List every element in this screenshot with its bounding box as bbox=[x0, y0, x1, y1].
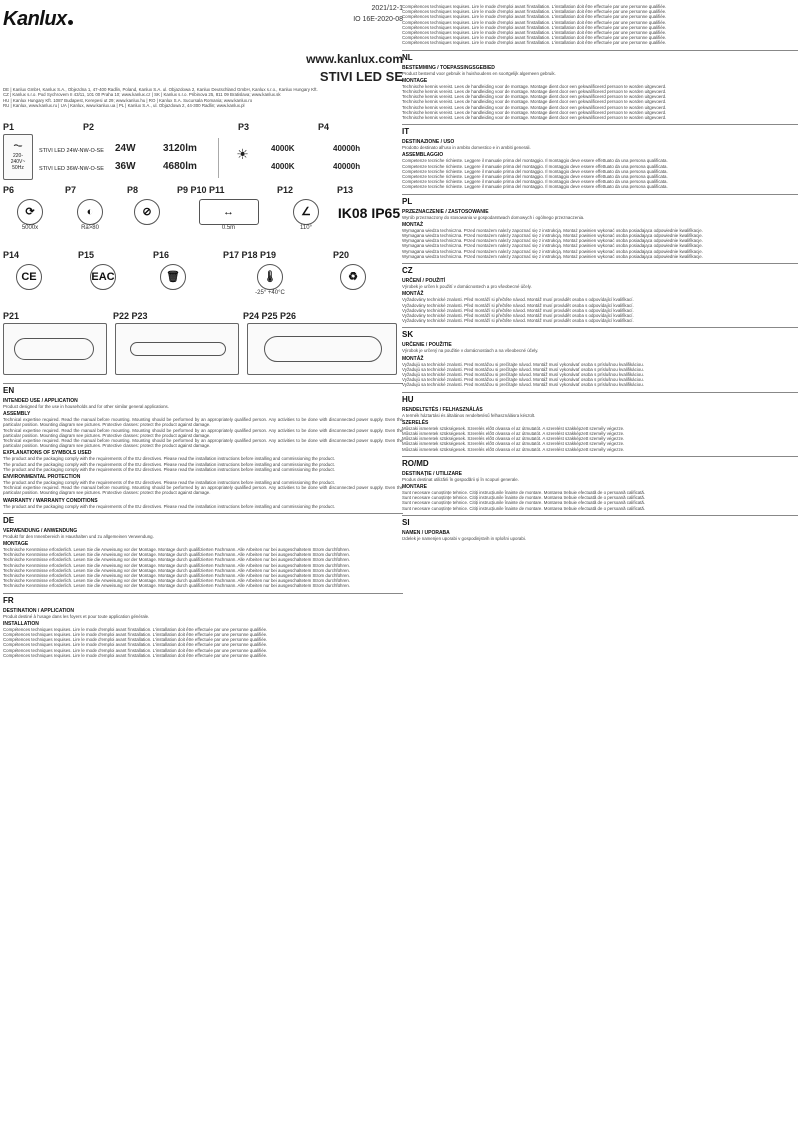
panel-labels-row4: P21 P22 P23 P24 P25 P26 bbox=[3, 311, 297, 321]
lumen-list: 3120lm 4680lm bbox=[163, 143, 197, 172]
section-hu: HU RENDELTETÉS / FELHASZNÁLÁS A termék háztartási és általános rendeltetésű felhasználásra készült. SZERELÉS Műszaki ismeretek szükségesek. Szerelés előtt olvassa el az útmutatót. A szerelést szakképzett személy végezze. Műszaki ismeretek szükségesek. Szerelés előtt olvassa el az útmutatót. A szerelést szakképzett személy végezze. Műszaki ismeretek szükségesek. Szerelés előtt olvassa el az útmutatót. A szerelést szakképzett személy végezze. Műszaki ismeretek szükségesek. Szerelés előtt olvassa el az útmutatót. A szerelést szakképzett személy végezze. Műszaki ismeretek szükségesek. Szerelés előtt olvassa el az útmutatót. A szerelést szakképzett személy végezze. bbox=[402, 392, 798, 452]
ce-mark-icon: CE bbox=[9, 264, 49, 290]
screw-mounting-diagram bbox=[3, 323, 107, 375]
cable-entry-diagram bbox=[115, 323, 239, 375]
brand-logo: Kanlux bbox=[3, 8, 73, 31]
ac-icon: ⏦ bbox=[13, 138, 23, 152]
right-column bbox=[402, 0, 798, 1134]
temperature-range-icon: 🌡 -25° +40°C bbox=[225, 264, 315, 296]
ip-rating-icon: IK08 IP65 bbox=[337, 205, 401, 221]
panel-labels-row1: P1 P2 P3 P4 bbox=[3, 122, 330, 132]
no-dimming-icon: ⊘ bbox=[127, 199, 167, 225]
section-fr-continued: Compétences techniques requises. Lire le mode d'emploi avant l'installation. L'installation doit être effectuée par une personne qualifiée. Compétences techniques requises. Lire le mode d'emploi avant l'installation. L'installation doit être effectuée par une personne qualifiée. Compétences techniques requises. Lire le mode d'emploi avant l'installation. L'installation doit être effectuée par une personne qualifiée. Compétences techniques requises. Lire le mode d'emploi avant l'installation. L'installation doit être effectuée par une personne qualifiée. Compétences techniques requises. Lire le mode d'emploi avant l'installation. L'installation doit être effectuée par une personne qualifiée. Compétences techniques requises. Lire le mode d'emploi avant l'installation. L'installation doit être effectuée par une personne qualifiée. Compétences techniques requises. Lire le mode d'emploi avant l'installation. L'installation doit être effectuée par une personne qualifiée. Compétences techniques requises. Lire le mode d'emploi avant l'installation. L'installation doit être effectuée par une personne qualifiée. bbox=[402, 4, 667, 46]
watt-list: 24W 36W bbox=[115, 143, 136, 172]
section-en: EN INTENDED USE / APPLICATION Product designed for the use in households and for other similar general applications. ASSEMBLY Technical expertise required. Read the manual before mounting. Mounting should be performed by an appropriately qualified person. Any activities to be done with disconnected power supply. Even the particular position. Mounting diagram see pictures. Protective classes: protect the product against damage. Technical expertise required. Read the manual before mounting. Mounting should be performed by an appropriately qualified person. Any activities to be done with disconnected power supply. Even the particular position. Mounting diagram see pictures. Protective classes: protect the product against damage. Technical expertise required. Read the manual before mounting. Mounting should be performed by an appropriately qualified person. Any activities to be done with disconnected power supply. Even the particular position. Mounting diagram see pictures. Protective classes: protect the product against damage. EXPLANATIONS OF SYMBOLS USED The product and the packaging comply with the requirements of the EU directives. Please read the installation instructions before installing and commissioning the product. The product and the packaging comply with the requirements of the EU directives. Please read the installation instructions before installing and commissioning the product. The product and the packaging comply with the requirements of the EU directives. Please read the installation instructions before installing and commissioning the product. ENVIRONMENTAL PROTECTION The product and the packaging comply with the requirements of the EU directives. Please read the installation instructions before installing and commissioning the product. Technical expertise required. Read the manual before mounting. Mounting should be performed by an appropriately qualified person. Any activities to be done with disconnected power supply. Even the particular position. Mounting diagram see pictures. Protective classes: protect the product against damage. WARRANTY / WARRANTY CONDITIONS The product and the packaging comply with the requirements of the EU directives. Please read the installation instructions before installing and commissioning the product. bbox=[3, 383, 403, 509]
product-name: STIVI LED SE bbox=[319, 69, 403, 84]
header bbox=[3, 0, 403, 40]
icons-row3 bbox=[3, 262, 403, 308]
left-column bbox=[3, 0, 403, 1134]
wiring-diagram bbox=[247, 323, 397, 375]
switching-cycles-icon: ⟳ 5000x bbox=[5, 199, 55, 231]
section-si: SI NAMEN / UPORABA Izdelek je namenjen uporabi v gospodinjstvih in splošni uporabi. bbox=[402, 515, 798, 541]
cct-icon: ☀ bbox=[218, 138, 266, 178]
section-cz: CZ URČENÍ / POUŽITÍ Výrobek je určen k použití v domácnostech a pro všeobecné účely. MONTÁŽ Vyžadovány technické znalosti. Před montáží si přečtěte návod. Montáž musí provádět osoba s odpovídající kvalifikací. Vyžadovány technické znalosti. Před montáží si přečtěte návod. Montáž musí provádět osoba s odpovídající kvalifikací. Vyžadovány technické znalosti. Před montáží si přečtěte návod. Montáž musí provádět osoba s odpovídající kvalifikací. Vyžadovány technické znalosti. Před montáží si přečtěte návod. Montáž musí provádět osoba s odpovídající kvalifikací. Vyžadovány technické znalosti. Před montáží si přečtěte návod. Montáž musí provádět osoba s odpovídající kvalifikací. bbox=[402, 263, 798, 323]
icons-row2 bbox=[3, 197, 403, 247]
panel-labels-row2: P6 P7 P8 P9 P10 P11 P12 P13 bbox=[3, 185, 354, 195]
recycling-icon: ♻ bbox=[333, 264, 373, 290]
section-de: DE VERWENDUNG / ANWENDUNG Produkt für den Innenbereich in Haushalten und zu allgemeinen Verwendung. MONTAGE Technische Kenntnisse erforderlich. Lesen Sie die Anweisung vor der Montage. Montage durch qualifizierten Fachmann. Alle Arbeiten nur bei ausgeschaltetem Strom durchführen. Technische Kenntnisse erforderlich. Lesen Sie die Anweisung vor der Montage. Montage durch qualifizierten Fachmann. Alle Arbeiten nur bei ausgeschaltetem Strom durchführen. Technische Kenntnisse erforderlich. Lesen Sie die Anweisung vor der Montage. Montage durch qualifizierten Fachmann. Alle Arbeiten nur bei ausgeschaltetem Strom durchführen. Technische Kenntnisse erforderlich. Lesen Sie die Anweisung vor der Montage. Montage durch qualifizierten Fachmann. Alle Arbeiten nur bei ausgeschaltetem Strom durchführen. Technische Kenntnisse erforderlich. Lesen Sie die Anweisung vor der Montage. Montage durch qualifizierten Fachmann. Alle Arbeiten nur bei ausgeschaltetem Strom durchführen. Technische Kenntnisse erforderlich. Lesen Sie die Anweisung vor der Montage. Montage durch qualifizierten Fachmann. Alle Arbeiten nur bei ausgeschaltetem Strom durchführen. Technische Kenntnisse erforderlich. Lesen Sie die Anweisung vor der Montage. Montage durch qualifizierten Fachmann. Alle Arbeiten nur bei ausgeschaltetem Strom durchführen. Technische Kenntnisse erforderlich. Lesen Sie die Anweisung vor der Montage. Montage durch qualifizierten Fachmann. Alle Arbeiten nur bei ausgeschaltetem Strom durchführen. bbox=[3, 513, 403, 589]
cri-icon: ◐ Ra>80 bbox=[65, 199, 115, 231]
website-url[interactable]: www.kanlux.com bbox=[306, 52, 403, 66]
document-code: 2021/12-1 IO 16E-2020-08 bbox=[353, 5, 403, 23]
model-list: STIVI LED 24W-NW-O-SE STIVI LED 36W-NW-O-SE bbox=[39, 148, 104, 172]
section-sk: SK URČENIE / POUŽITIE Výrobok je určený na použitie v domácnostiach a na všeobecné účely. MONTÁŽ Vyžadujú sa technické znalosti. Pred montážou si prečítajte návod. Montáž musí vykonávať osoba s príslušnou kvalifikáciou. Vyžadujú sa technické znalosti. Pred montážou si prečítajte návod. Montáž musí vykonávať osoba s príslušnou kvalifikáciou. Vyžadujú sa technické znalosti. Pred montážou si prečítajte návod. Montáž musí vykonávať osoba s príslušnou kvalifikáciou. Vyžadujú sa technické znalosti. Pred montážou si prečítajte návod. Montáž musí vykonávať osoba s príslušnou kvalifikáciou. Vyžadujú sa technické znalosti. Pred montážou si prečítajte návod. Montáž musí vykonávať osoba s príslušnou kvalifikáciou. bbox=[402, 327, 798, 387]
section-it: IT DESTINAZIONE / USO Prodotto destinato all'uso in ambito domestico e in ambiti generali. ASSEMBLAGGIO Competenze tecniche richieste. Leggere il manuale prima del montaggio. Il montaggio deve essere effettuato da una persona qualificata. Competenze tecniche richieste. Leggere il manuale prima del montaggio. Il montaggio deve essere effettuato da una persona qualificata. Competenze tecniche richieste. Leggere il manuale prima del montaggio. Il montaggio deve essere effettuato da una persona qualificata. Competenze tecniche richieste. Leggere il manuale prima del montaggio. Il montaggio deve essere effettuato da una persona qualificata. Competenze tecniche richieste. Leggere il manuale prima del montaggio. Il montaggio deve essere effettuato da una persona qualificata. Competenze tecniche richieste. Leggere il manuale prima del montaggio. Il montaggio deve essere effettuato da una persona qualificata. bbox=[402, 124, 798, 189]
eac-mark-icon: EAC bbox=[83, 264, 123, 290]
lifetime-list: 40000h 40000h bbox=[333, 144, 361, 171]
beam-angle-icon: ∠ 110° bbox=[281, 199, 331, 231]
min-distance-icon: ↔ 0.5m bbox=[181, 199, 276, 231]
cct-list: 4000K 4000K bbox=[271, 144, 295, 171]
voltage-box: ⏦ 220-240V~ 50Hz bbox=[3, 134, 33, 180]
weee-bin-icon: 🗑 bbox=[153, 264, 193, 290]
spec-panel bbox=[3, 134, 403, 182]
section-ro: RO/MD DESTINAȚIE / UTILIZARE Produs destinat utilizării în gospodării și în scopuri generale. MONTARE Sunt necesare cunoștințe tehnice. Citiți instrucțiunile înainte de montare. Montarea trebuie efectuată de o persoană calificată. Sunt necesare cunoștințe tehnice. Citiți instrucțiunile înainte de montare. Montarea trebuie efectuată de o persoană calificată. Sunt necesare cunoștințe tehnice. Citiți instrucțiunile înainte de montare. Montarea trebuie efectuată de o persoană calificată. Sunt necesare cunoștințe tehnice. Citiți instrucțiunile înainte de montare. Montarea trebuie efectuată de o persoană calificată. bbox=[402, 456, 798, 511]
section-nl: NL BESTEMMING / TOEPASSINGSGEBIED Product bestemd voor gebruik in huishoudens en soortgelijk algemeen gebruik. MONTAGE Technische kennis vereist. Lees de handleiding voor de montage. Montage dient door een gekwalificeerd persoon te worden uitgevoerd. Technische kennis vereist. Lees de handleiding voor de montage. Montage dient door een gekwalificeerd persoon te worden uitgevoerd. Technische kennis vereist. Lees de handleiding voor de montage. Montage dient door een gekwalificeerd persoon te worden uitgevoerd. Technische kennis vereist. Lees de handleiding voor de montage. Montage dient door een gekwalificeerd persoon te worden uitgevoerd. Technische kennis vereist. Lees de handleiding voor de montage. Montage dient door een gekwalificeerd persoon te worden uitgevoerd. Technische kennis vereist. Lees de handleiding voor de montage. Montage dient door een gekwalificeerd persoon te worden uitgevoerd. Technische kennis vereist. Lees de handleiding voor de montage. Montage dient door een gekwalificeerd persoon te worden uitgevoerd. bbox=[402, 50, 798, 121]
panel-labels-row3: P14 P15 P16 P17 P18 P19 P20 bbox=[3, 250, 350, 260]
section-pl: PL PRZEZNACZENIE / ZASTOSOWANIE Wyrób przeznaczony do stosowania w gospodarstwach domowych i ogólnego przeznaczenia. MONTAŻ Wymagana wiedza techniczna. Przed montażem należy zapoznać się z instrukcją. Montaż powinien wykonać osoba posiadająca odpowiednie kwalifikacje. Wymagana wiedza techniczna. Przed montażem należy zapoznać się z instrukcją. Montaż powinien wykonać osoba posiadająca odpowiednie kwalifikacje. Wymagana wiedza techniczna. Przed montażem należy zapoznać się z instrukcją. Montaż powinien wykonać osoba posiadająca odpowiednie kwalifikacje. Wymagana wiedza techniczna. Przed montażem należy zapoznać się z instrukcją. Montaż powinien wykonać osoba posiadająca odpowiednie kwalifikacje. Wymagana wiedza techniczna. Przed montażem należy zapoznać się z instrukcją. Montaż powinien wykonać osoba posiadająca odpowiednie kwalifikacje. Wymagana wiedza techniczna. Przed montażem należy zapoznać się z instrukcją. Montaż powinien wykonać osoba posiadająca odpowiednie kwalifikacje. bbox=[402, 194, 798, 259]
mounting-diagrams bbox=[3, 323, 403, 379]
section-fr: FR DESTINATION / APPLICATION Produit destiné à l'usage dans les foyers et pour toute application générale. INSTALLATION Compétences techniques requises. Lire le mode d'emploi avant l'installation. L'installation doit être effectuée par une personne qualifiée. Compétences techniques requises. Lire le mode d'emploi avant l'installation. L'installation doit être effectuée par une personne qualifiée. Compétences techniques requises. Lire le mode d'emploi avant l'installation. L'installation doit être effectuée par une personne qualifiée. Compétences techniques requises. Lire le mode d'emploi avant l'installation. L'installation doit être effectuée par une personne qualifiée. Compétences techniques requises. Lire le mode d'emploi avant l'installation. L'installation doit être effectuée par une personne qualifiée. Compétences techniques requises. Lire le mode d'emploi avant l'installation. L'installation doit être effectuée par une personne qualifiée. bbox=[3, 593, 403, 658]
company-addresses: DE | Kanlux GmbH, Kanlux S.A., Objezdna 1, 47-400 Radlin, Poland, Kanlux S.A. ul. Objazdowa 2, Kanlux Deutschland GmbH, Kanlux s.r.o., Kanlux Hungary Kft. CZ | Kanlux s.r.o. Pod Sychrovem II 43/11, 101 00 Praha 10; www.kanlux.cz | SK | Kanlux s.r.o. Pribinova 25, 811 09 Bratislava; www.kanlux.sk HU | Kanlux Hungary Kft. 1087 Budapest, Kerepesi ut 29; www.kanlux.hu | RO | Kanlux S.A. Sucursala Romania; www.kanlux.ro RU | Kanlux, www.kanlux.ru | UA | Kanlux, www.kanlux.ua | PL | Kanlux S.A., ul. Objazdowa 2, 44-300 Radlin; www.kanlux.pl bbox=[3, 87, 318, 109]
